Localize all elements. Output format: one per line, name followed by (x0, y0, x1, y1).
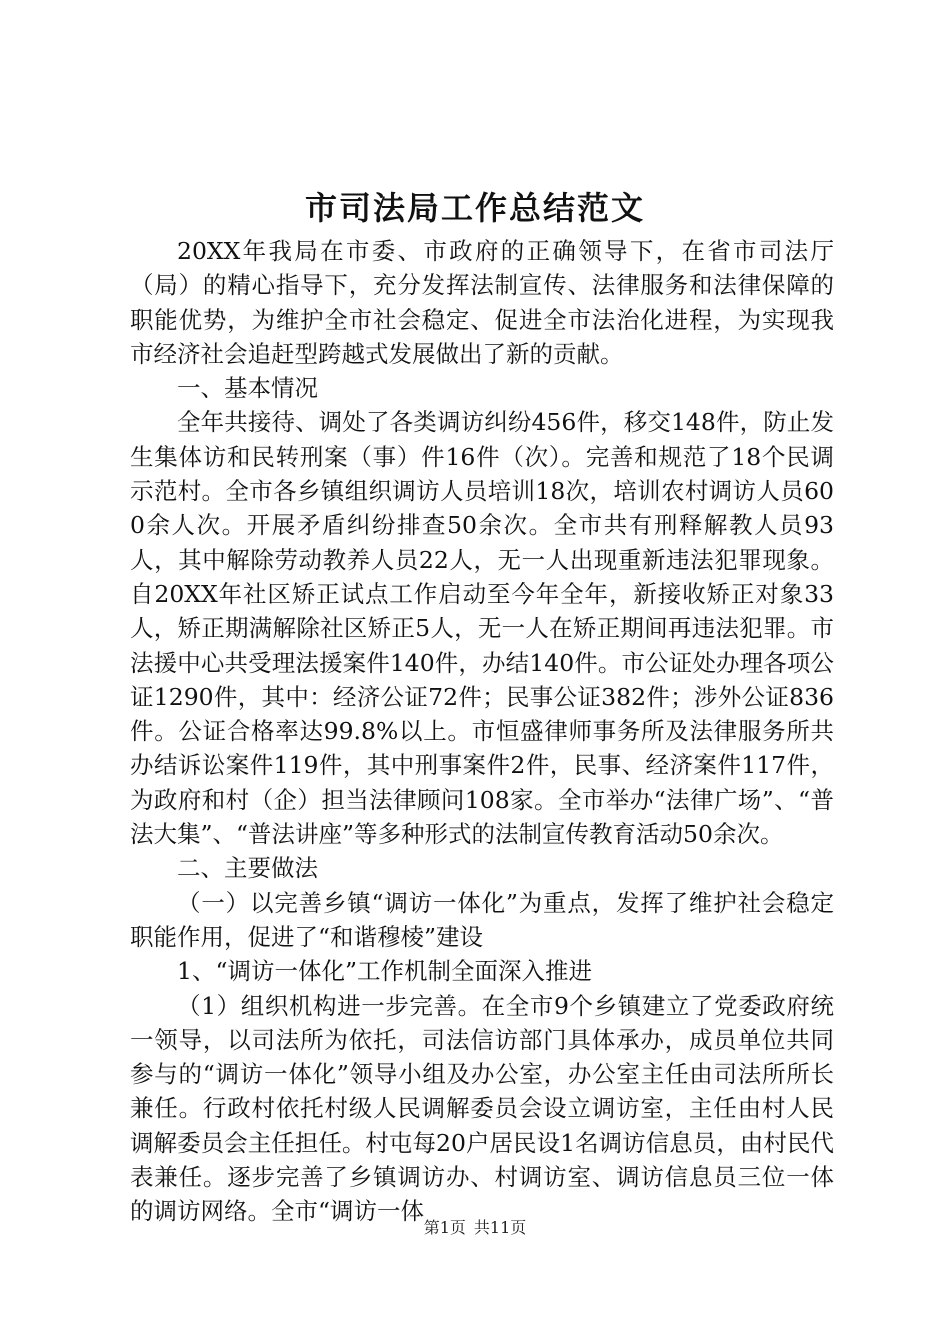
subsection-heading-1-1: 1、“调访一体化”工作机制全面深入推进 (177, 957, 592, 986)
paragraph-organization: （1）组织机构进一步完善。在全市9个乡镇建立了党委政府统一领导，以司法所为依托，司法信访部门具体承办，成员单位共同参与的“调访一体化”领导小组及办公室，办公室主任由司法所所长兼任。行政村依托村级人民调解委员会设立调访室，主任由村人民调解委员会主任担任。村屯每20户居民设1名调访信息员，由村民代表兼任。逐步完善了乡镇调访办、村调访室、调访信息员三位一体的调访网络。全市“调访一体 (130, 991, 834, 1226)
document-body (130, 234, 834, 1229)
subsection-heading-1: （一）以完善乡镇“调访一体化”为重点，发挥了维护社会稳定职能作用，促进了“和谐穆棱”建设 (130, 888, 834, 951)
section-heading-basic-situation: 一、基本情况 (177, 374, 318, 403)
document-title: 市司法局工作总结范文 (304, 189, 645, 227)
paragraph-basic-situation: 全年共接待、调处了各类调访纠纷456件，移交148件，防止发生集体访和民转刑案（事）件16件（次）。完善和规范了18个民调示范村。全市各乡镇组织调访人员培训18次，培训农村调访人员600余人次。开展矛盾纠纷排查50余次。全市共有刑释解教人员93人，其中解除劳动教养人员22人，无一人出现重新违法犯罪现象。自20XX年社区矫正试点工作启动至今年全年，新接收矫正对象33人，矫正期满解除社区矫正5人，无一人在矫正期间再违法犯罪。市法援中心共受理法援案件140件，办结140件。市公证处办理各项公证1290件，其中：经济公证72件；民事公证382件；涉外公证836件。公证合格率达99.8%以上。市恒盛律师事务所及法律服务所共办结诉讼案件119件，其中刑事案件2件，民事、经济案件117件，为政府和村（企）担当法律顾问108家。全市举办“法律广场”、“普法大集”、“普法讲座”等多种形式的法制宣传教育活动50余次。 (130, 408, 834, 849)
section-heading-main-practices: 二、主要做法 (177, 854, 318, 883)
page-total: 共11页 (473, 1218, 527, 1237)
page-number: 第1页 (423, 1218, 466, 1237)
page-footer (0, 1216, 950, 1240)
paragraph-intro: 20XX年我局在市委、市政府的正确领导下，在省市司法厅（局）的精心指导下，充分发挥法制宣传、法律服务和法律保障的职能优势，为维护全市社会稳定、促进全市法治化进程，为实现我市经济社会追赶型跨越式发展做出了新的贡献。 (130, 237, 834, 368)
